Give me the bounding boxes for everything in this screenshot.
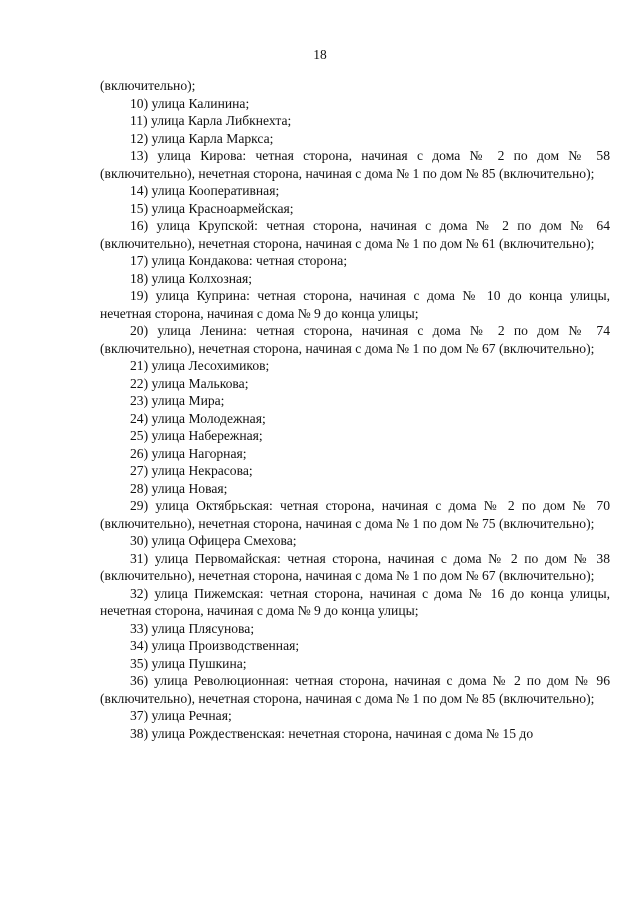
list-item: 22) улица Малькова; <box>130 375 249 391</box>
list-item: 27) улица Некрасова; <box>130 463 253 478</box>
list-item: 24) улица Молодежная; <box>130 410 266 426</box>
list-item: 35) улица Пушкина; <box>130 655 247 671</box>
list-item: (включительно); <box>100 78 196 93</box>
list-item: 17) улица Кондакова: четная сторона; <box>130 253 348 268</box>
list-item: 26) улица Нагорная; <box>130 445 247 461</box>
list-item: 21) улица Лесохимиков; <box>130 358 270 373</box>
list-item: 23) улица Мира; <box>130 393 225 408</box>
list-item: 34) улица Производственная; <box>130 638 300 653</box>
list-item: 29) улица Октябрьская: четная сторона, начиная с дома № 2 по дом № 70 (включительно), нечетная сторона, начиная с дома № 1 по дом № 75 (включительно); <box>100 498 610 531</box>
list-item: 12) улица Карла Маркса; <box>130 130 274 146</box>
list-item: 10) улица Калинина; <box>130 95 250 111</box>
page-number: 18 <box>313 47 327 62</box>
list-item: 37) улица Речная; <box>130 708 232 723</box>
list-item: 14) улица Кооперативная; <box>130 183 280 198</box>
list-item: 25) улица Набережная; <box>130 428 263 443</box>
list-item: 13) улица Кирова: четная сторона, начиная с дома № 2 по дом № 58 (включительно), нечетная сторона, начиная с дома № 1 по дом № 85 (включительно); <box>100 148 610 181</box>
list-item: 33) улица Плясунова; <box>130 620 255 636</box>
street-list <box>100 77 610 742</box>
list-item: 20) улица Ленина: четная сторона, начиная с дома № 2 по дом № 74 (включительно), нечетная сторона, начиная с дома № 1 по дом № 67 (включительно); <box>100 323 610 356</box>
list-item: 19) улица Куприна: четная сторона, начиная с дома № 10 до конца улицы, нечетная сторона, начиная с дома № 9 до конца улицы; <box>100 288 610 321</box>
list-item: 28) улица Новая; <box>130 480 228 496</box>
list-item: 30) улица Офицера Смехова; <box>130 533 297 548</box>
list-item: 15) улица Красноармейская; <box>130 200 294 216</box>
list-item: 16) улица Крупской: четная сторона, начиная с дома № 2 по дом № 64 (включительно), нечетная сторона, начиная с дома № 1 по дом № 61 (включительно); <box>100 218 610 251</box>
list-item: 31) улица Первомайская: четная сторона, начиная с дома № 2 по дом № 38 (включительно), нечетная сторона, начиная с дома № 1 по дом № 67 (включительно); <box>100 550 610 583</box>
list-item: 36) улица Революционная: четная сторона, начиная с дома № 2 по дом № 96 (включительно), нечетная сторона, начиная с дома № 1 по дом № 85 (включительно); <box>100 673 610 706</box>
list-item: 11) улица Карла Либкнехта; <box>130 113 292 128</box>
list-item: 38) улица Рождественская: нечетная сторона, начиная с дома № 15 до <box>130 725 534 741</box>
list-item: 18) улица Колхозная; <box>130 270 253 286</box>
list-item: 32) улица Пижемская: четная сторона, начиная с дома № 16 до конца улицы, нечетная сторона, начиная с дома № 9 до конца улицы; <box>100 585 610 618</box>
